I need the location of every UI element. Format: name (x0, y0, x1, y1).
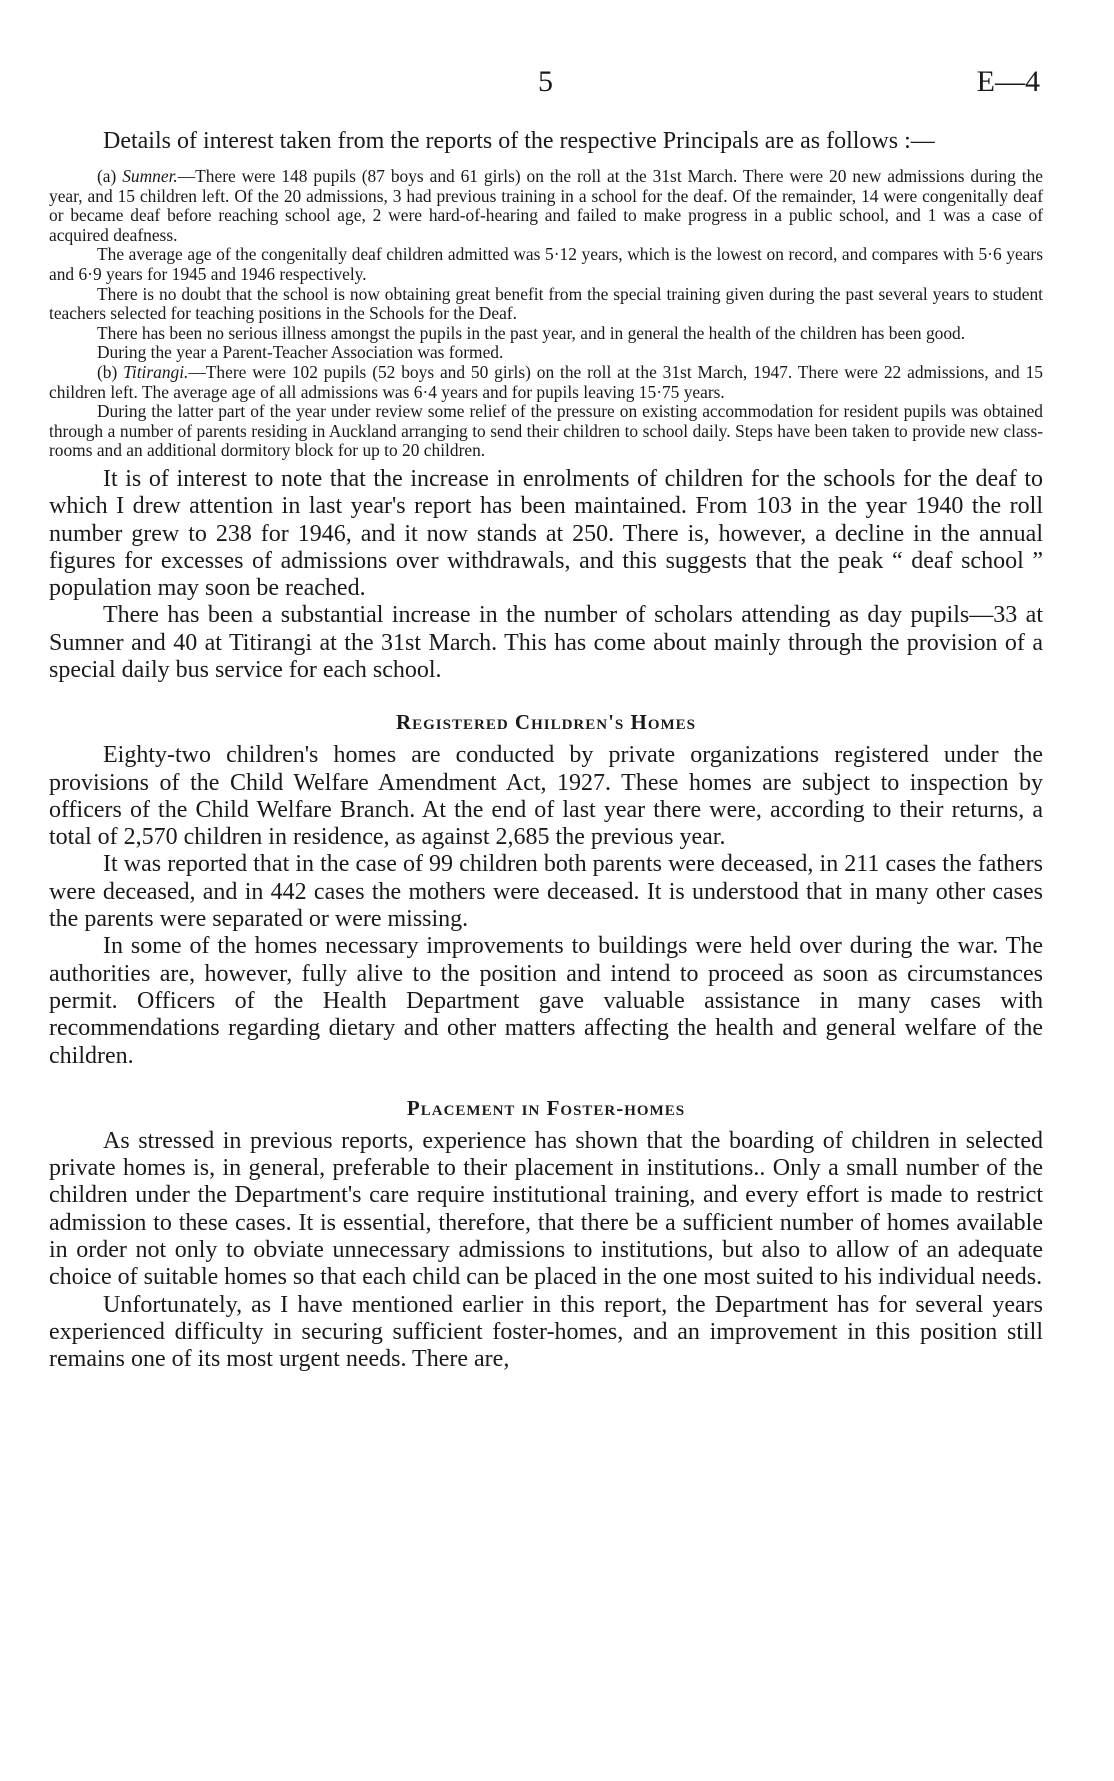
sumner-section (49, 167, 1043, 363)
sumner-paragraph-3: There is no doubt that the school is now obtaining great benefit from the special training given during the past several years to student teachers selected for teaching positions in the Schools for the Deaf. (49, 283, 1043, 324)
enrolment-paragraph: It is of interest to note that the increase in enrolments of children for the schools for the deaf to which I drew attention in last year's report has been maintained. From 103 in the year 1940 the roll number grew to 238 for 1946, and it now stands at 250. There is, however, a decline in the annual figures for excesses of admissions over withdrawals, and this suggests that the peak “ deaf school ” population may soon be reached. (49, 465, 1043, 602)
foster-homes-paragraph-2: Unfortunately, as I have mentioned earlier in this report, the Department has for several years experienced difficulty in securing sufficient foster-homes, and an improvement in this position still remains one of its most urgent needs. There are, (49, 1291, 1043, 1373)
sumner-text-1: —There were 148 pupils (87 boys and 61 girls) on the roll at the 31st March. There were 20 new admissions during the year, and 15 children left. Of the 20 admissions, 3 had previous training in a school for the deaf. Of the remainder, 14 were congenitally deaf or became deaf before reaching school age, 2 were hard-of-hearing and failed to make progress in a public school, and 1 was a case of acquired deafness. (49, 166, 1043, 245)
page-number: 5 (538, 65, 553, 98)
page-body (49, 128, 1043, 1374)
foster-homes-heading: Placement in Foster-homes (406, 1095, 686, 1120)
sumner-paragraph-1 (49, 167, 1043, 245)
titirangi-text-1: —There were 102 pupils (52 boys and 50 girls) on the roll at the 31st March, 1947. There were 22 admissions, and 15 children left. The average age of all admissions was 6·4 years and for pupils leaving 15·75 years. (49, 361, 1043, 402)
registered-homes-heading: Registered Children's Homes (395, 710, 697, 735)
titirangi-marker: (b) (97, 361, 124, 382)
document-reference-code: E—4 (976, 65, 1040, 98)
sumner-paragraph-2: The average age of the congenitally deaf children admitted was 5·12 years, which is the lowest on record, and compares with 5·6 years and 6·9 years for 1945 and 1946 respectively. (49, 244, 1043, 284)
registered-homes-paragraph-1: Eighty-two children's homes are conducted by private organizations registered under the provisions of the Child Welfare Amendment Act, 1927. These homes are subject to inspection by officers of the Child Welfare Branch. At the end of last year there were, according to their returns, a total of 2,570 children in residence, as against 2,685 the previous year. (49, 742, 1043, 851)
sumner-paragraph-5: During the year a Parent-Teacher Association was formed. (97, 342, 504, 363)
registered-homes-section (49, 709, 1043, 1070)
titirangi-label: Titirangi. (123, 361, 189, 382)
day-pupils-paragraph: There has been a substantial increase in the number of scholars attending as day pupils—33 at Sumner and 40 at Titirangi at the 31st March. This has come about mainly through the provision of a special daily bus service for each school. (49, 602, 1043, 683)
sumner-paragraph-4: There has been no serious illness amongst the pupils in the past year, and in general the health of the children has been good. (97, 322, 966, 343)
sumner-marker: (a) (97, 166, 123, 186)
foster-homes-section (49, 1095, 1043, 1374)
titirangi-paragraph-1 (49, 363, 1043, 402)
foster-homes-paragraph-1: As stressed in previous reports, experience has shown that the boarding of children in selected private homes is, in general, preferable to their placement in institutions.. Only a small number of the children under the Department's care require institutional training, and every effort is made to restrict admission to these cases. It is essential, therefore, that there be a sufficient number of homes available in order not only to obviate unnecessary admissions to institutions, but also to allow of an adequate choice of suitable homes so that each child can be placed in the one most suited to his individual needs. (49, 1127, 1043, 1291)
titirangi-paragraph-2: During the latter part of the year under review some relief of the pressure on existing accommodation for resident pupils was obtained through a number of parents residing in Auckland arranging to send their children to school daily. Steps have been taken to provide new class-rooms and an additional dormitory block for up to 20 children. (49, 401, 1043, 461)
page-header (0, 62, 1114, 102)
registered-homes-paragraph-3: In some of the homes necessary improvements to buildings were held over during the war. The authorities are, however, fully alive to the position and intend to proceed as soon as circumstances permit. Officers of the Health Department gave valuable assistance in many cases with recommendations regarding dietary and other matters affecting the health and general welfare of the children. (49, 933, 1043, 1069)
sumner-label: Sumner. (122, 166, 178, 186)
registered-homes-paragraph-2: It was reported that in the case of 99 children both parents were deceased, in 211 cases the fathers were deceased, and in 442 cases the mothers were deceased. It is understood that in many other cases the parents were separated or were missing. (49, 851, 1043, 933)
intro-paragraph: Details of interest taken from the reports of the respective Principals are as follows :— (103, 128, 935, 154)
deaf-schools-summary (49, 466, 1043, 684)
titirangi-section (49, 363, 1043, 461)
